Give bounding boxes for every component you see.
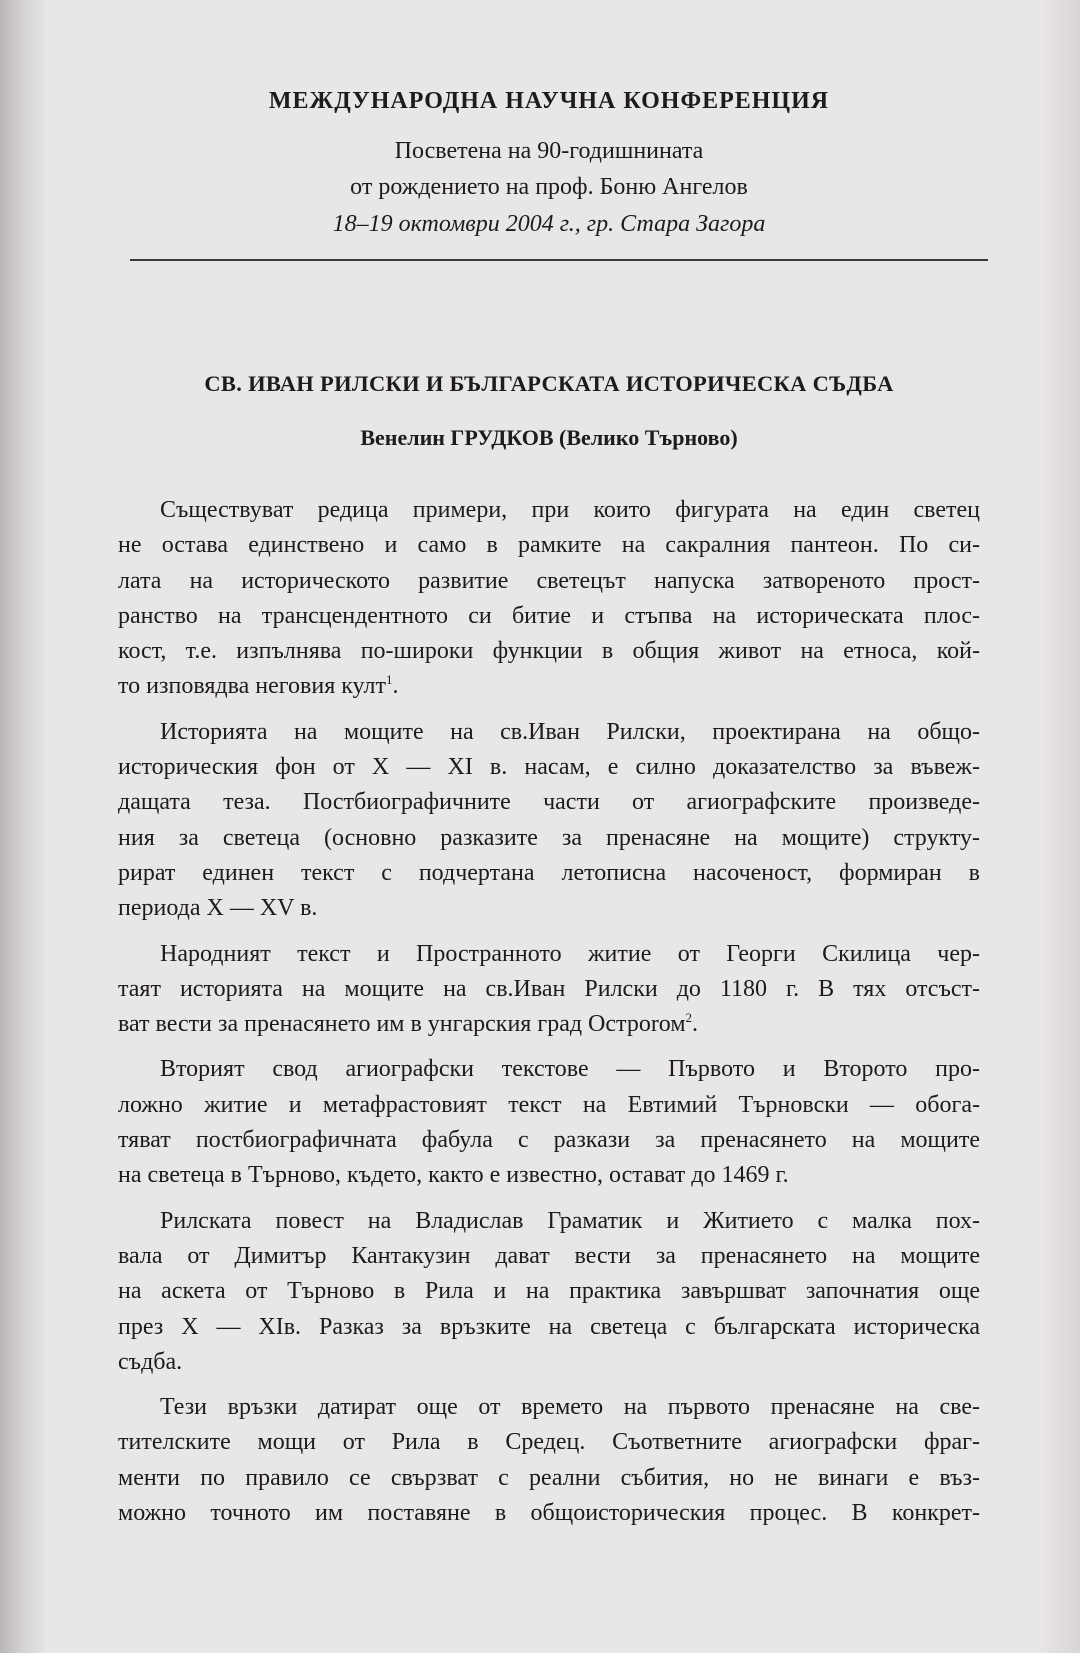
conference-date-place: 18–19 октомври 2004 г., гр. Стара Загора [332, 211, 766, 237]
paragraph [118, 1390, 980, 1531]
text-line: Историята на мощите на св.Иван Рилски, проектирана на общо- [160, 718, 980, 745]
text-line: през X — XIв. Разказ за връзките на светеца с българската историческа [118, 1313, 980, 1340]
text-line: периода X — XV в. [118, 895, 318, 922]
document-page [118, 88, 980, 1541]
text-line: ват вести за пренасянето им в унгарския град Остроrом$^2$. [118, 1010, 699, 1038]
text-line: Съществуват редица примери, при които фигурата на един светец [160, 497, 980, 523]
dedication-line-1: Посветена на 90-годишнината [394, 138, 704, 164]
text-line: дащата теза. Постбиографичните части от агиографските произведе- [118, 789, 980, 816]
text-line: тяват постбиографичната фабула с разкази за пренасянето на мощите [118, 1127, 980, 1154]
dedication-line-2: от рождението на проф. Боню Ангелов [350, 174, 748, 200]
text-line: вала от Димитър Кантакузин дават вести за пренасянето на мощите [118, 1242, 980, 1269]
text-line: лата на историческото развитие светецът напуска затвореното прост- [118, 567, 980, 594]
footnote-marker[interactable]: 1 [385, 672, 393, 688]
text-line: Народният текст и Пространното житие от Георги Скилица чер- [160, 940, 980, 967]
text-line: то изповядва неговия култ$^1$. [118, 672, 399, 700]
text-line: на светеца в Търново, където, както е известно, остават до 1469 г. [118, 1162, 789, 1189]
article-body [118, 493, 980, 1531]
text-line: ния за светеца (основно разказите за пренасяне на мощите) структу- [118, 824, 980, 851]
text-line: не остава единствено и само в рамките на сакралния пантеон. По си- [118, 532, 980, 559]
text-line: тителските мощи от Рила в Средец. Съответните агиографски фраг- [118, 1429, 980, 1456]
paragraph [118, 715, 980, 927]
paragraph [118, 937, 980, 1043]
text-line: кост, т.е. изпълнява по-широки функции в общия живот на етноса, кой- [118, 638, 980, 665]
text-line: съдба. [118, 1348, 183, 1375]
text-line: ложно житие и метафрастовият текст на Евтимий Търновски — обога- [118, 1091, 980, 1118]
text-line: Рилската повест на Владислав Граматик и Житието с малка пох- [160, 1207, 980, 1234]
text-line: ранство на трансцендентното си битие и стъпва на историческата плос- [118, 602, 980, 629]
book-spine-shadow [0, 0, 46, 1653]
text-line: можно точното им поставяне в общоисторическия процес. В конкрет- [118, 1500, 980, 1527]
article-title: СВ. ИВАН РИЛСКИ И БЪЛГАРСКАТА ИСТОРИЧЕСКА СЪДБА [204, 371, 894, 396]
text-line: менти по правило се свързват с реални събития, но не винаги е въз- [118, 1464, 980, 1491]
footnote-marker[interactable]: 2 [685, 1010, 693, 1026]
text-line: таят историята на мощите на св.Иван Рилски до 1180 г. В тях отсъст- [118, 975, 980, 1002]
conference-title: МЕЖДУНАРОДНА НАУЧНА КОНФЕРЕНЦИЯ [268, 88, 830, 114]
paragraph [118, 1204, 980, 1380]
page-edge-shadow [1040, 0, 1080, 1653]
text-line: Вторият свод агиографски текстове — Първото и Второто про- [160, 1056, 980, 1083]
text-line: историческия фон от X — XI в. насам, е силно доказателство за въвеж- [118, 754, 980, 781]
article-author: Венелин ГРУДКОВ (Велико Търново) [360, 425, 738, 450]
text-line: на аскета от Търново в Рила и на практика завършват започнатия още [118, 1278, 980, 1305]
text-line: Тези връзки датират още от времето на първото пренасяне на све- [160, 1394, 980, 1421]
paragraph [118, 493, 980, 705]
text-line: рират единен текст с подчертана летописна насоченост, формиран в [118, 859, 980, 886]
header-divider [130, 259, 988, 261]
paragraph [118, 1052, 980, 1193]
